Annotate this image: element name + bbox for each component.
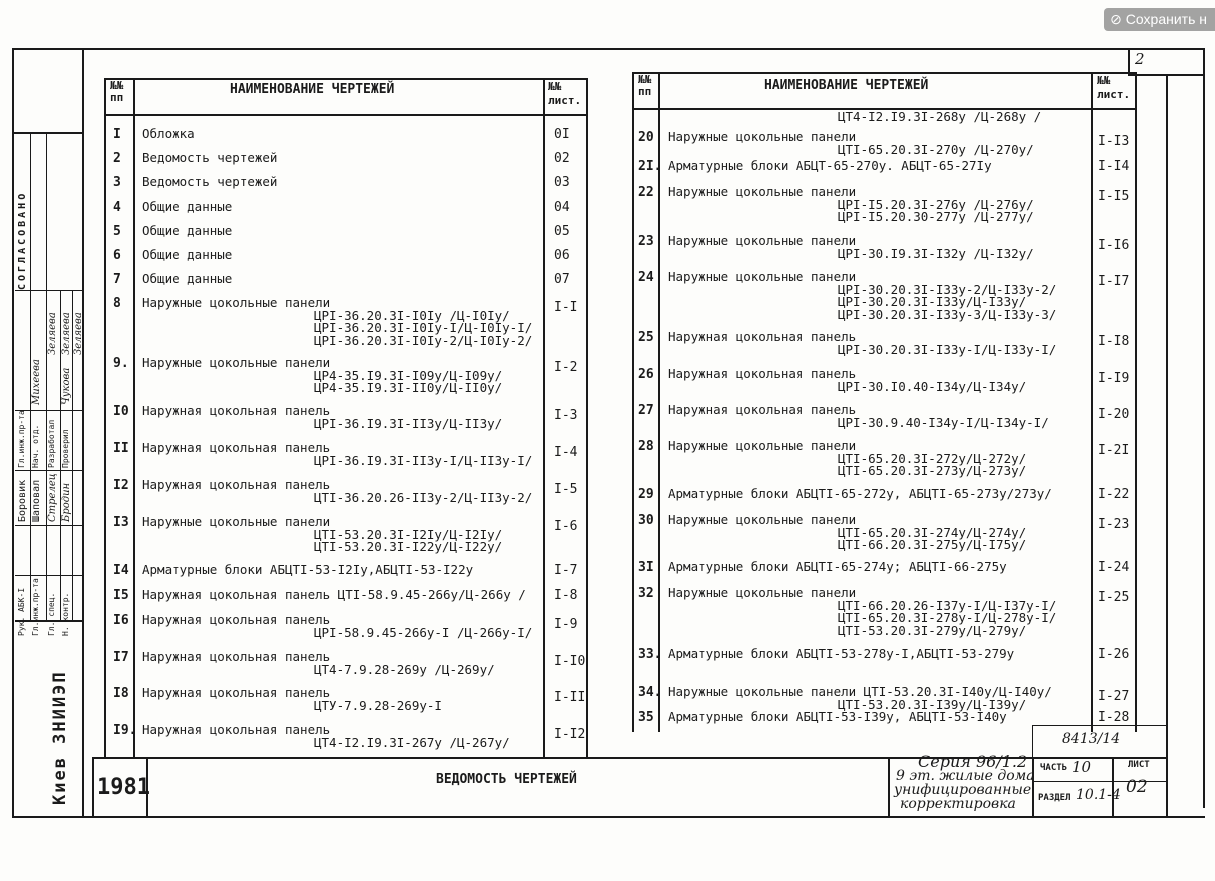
row-number: I3 xyxy=(113,515,129,530)
row-title: Наружные цокольные панели xyxy=(142,295,331,310)
row-sheet: I-23 xyxy=(1098,517,1130,532)
row-title: Наружная цокольная панель xyxy=(142,403,331,418)
lt-header-name: НАИМЕНОВАНИЕ ЧЕРТЕЖЕЙ xyxy=(230,82,395,97)
stamp-title-sep xyxy=(888,757,890,817)
row-title: Наружные цокольные панели xyxy=(668,129,857,144)
row-title: Ведомость чертежей xyxy=(142,150,278,165)
row-title: Наружные цокольные панели ЦТI-53.20.3I-I40у/Ц-I40у/ xyxy=(668,684,1052,699)
side-name: Боровик xyxy=(17,479,28,522)
rt-right xyxy=(1135,72,1137,732)
stamp-desc-3: корректировка xyxy=(900,796,1016,812)
side-name: Зеляева xyxy=(47,312,58,355)
row-number: 3 xyxy=(113,175,121,190)
lt-left xyxy=(104,78,106,758)
row-number: 30 xyxy=(638,513,654,528)
row-code: ЦТI-53.20.3I-I22у/Ц-I22у/ xyxy=(314,539,503,554)
rt-carry-line: ЦТ4-I2.I9.3I-268у /Ц-268у / xyxy=(838,109,1042,124)
row-title: Наружные цокольные панели xyxy=(142,514,331,529)
row-number: 24 xyxy=(638,270,654,285)
row-number: 2I. xyxy=(638,159,662,174)
row-code: ЦТI-65.20.3I-273у/Ц-273у/ xyxy=(838,463,1027,478)
side-divider xyxy=(13,132,83,134)
row-title: Наружная цокольная панель xyxy=(142,440,331,455)
side-role: Гл.инж.пр-та xyxy=(31,578,40,636)
rt-header-num: №№ пп xyxy=(638,73,652,98)
row-number: 6 xyxy=(113,248,121,263)
row-code: ЦРI-58.9.45-266у-I /Ц-266у-I/ xyxy=(314,624,533,640)
row-sheet: I-I4 xyxy=(1098,159,1130,174)
row-number: II xyxy=(113,441,129,456)
row-sheet: I-I3 xyxy=(1098,134,1130,149)
side-name: Михеева xyxy=(31,359,42,405)
row-number: 29 xyxy=(638,487,654,502)
row-number: 9. xyxy=(113,356,129,371)
row-sheet: I-8 xyxy=(554,588,578,603)
row-number: 22 xyxy=(638,185,654,200)
row-number: 7 xyxy=(113,272,121,287)
row-sheet: 07 xyxy=(554,272,570,287)
stamp-right xyxy=(1166,736,1168,818)
row-title: Наружная цокольная панель xyxy=(668,329,857,344)
row-code: ЦТI-36.20.26-II3у-2/Ц-II3у-2/ xyxy=(314,489,533,505)
row-title: Наружные цокольные панели xyxy=(668,585,857,600)
row-code: ЦРI-30.I9.3I-I32у /Ц-I32у/ xyxy=(838,245,1034,261)
stamp-desc-2: унифицированные xyxy=(894,782,1032,798)
docnum-top xyxy=(1032,725,1168,726)
row-code: ЦР4-35.I9.3I-I09у/Ц-I09у/ xyxy=(314,367,503,383)
lt-right xyxy=(586,78,588,758)
row-number: 20 xyxy=(638,130,654,145)
rt-header-sheet: №№ лист. xyxy=(1097,74,1131,101)
row-sheet: I-I9 xyxy=(1098,371,1130,386)
row-title: Наружная цокольная панель xyxy=(142,722,331,737)
row-code: ЦТI-66.20.3I-275у/Ц-I75у/ xyxy=(838,537,1027,552)
row-title: Арматурные блоки АБЦТ-65-270у. АБЦТ-65-27Iу xyxy=(668,158,992,173)
row-sheet: I-7 xyxy=(554,563,578,578)
row-number: I2 xyxy=(113,478,129,493)
lt-header-num: №№ пп xyxy=(110,79,124,104)
row-title: Наружные цокольные панели xyxy=(142,355,331,370)
row-title: Наружная цокольная панель xyxy=(142,649,331,664)
row-number: I8 xyxy=(113,686,129,701)
row-sheet: I-2I xyxy=(1098,443,1130,458)
row-number: 34. xyxy=(638,685,662,700)
row-title: Арматурные блоки АБЦТI-65-274у; АБЦТI-66-275у xyxy=(668,559,1007,574)
row-code: ЦТ4-7.9.28-269у /Ц-269у/ xyxy=(314,661,495,677)
row-sheet: I-2 xyxy=(554,360,578,375)
row-title: Наружная цокольная панель xyxy=(142,612,331,627)
doc-number: 8413/14 xyxy=(1062,731,1121,747)
row-sheet: I-6 xyxy=(554,519,578,534)
docnum-left xyxy=(1032,725,1033,757)
lt-header-sheet: №№ лист. xyxy=(548,80,582,107)
row-number: 33. xyxy=(638,647,662,662)
row-code: ЦРI-30.20.3I-I33у-2/Ц-I33у-2/ xyxy=(838,281,1057,297)
cloud-link-icon: ⊘ xyxy=(1110,11,1122,27)
frame-right xyxy=(1203,48,1205,808)
side-name: Зеляева xyxy=(61,312,72,355)
row-sheet: I-27 xyxy=(1098,689,1130,704)
row-title: Наружные цокольные панели xyxy=(668,269,857,284)
side-role: Нач. отд. xyxy=(31,424,40,468)
row-number: I6 xyxy=(113,613,129,628)
row-sheet: I-4 xyxy=(554,445,578,460)
side-role: Рук. АБК-I xyxy=(17,587,26,636)
side-row-line xyxy=(15,470,82,471)
rt-outer-right xyxy=(1166,76,1168,736)
row-number: 3I xyxy=(638,560,654,575)
row-code: ЦРI-36.20.3I-I0Iу /Ц-I0Iу/ xyxy=(314,307,510,323)
stamp-section-value: 10.1-4 xyxy=(1076,787,1121,803)
row-code: ЦРI-30.I0.40-I34у/Ц-I34у/ xyxy=(838,378,1027,394)
row-code: ЦТI-65.20.3I-272у/Ц-272у/ xyxy=(838,450,1027,466)
row-title: Общие данные xyxy=(142,247,233,262)
row-code: ЦТI-65.20.3I-274у/Ц-274у/ xyxy=(838,524,1027,540)
row-title: Общие данные xyxy=(142,223,233,238)
row-code: ЦРI-I5.20.3I-276у /Ц-276у/ xyxy=(838,196,1034,212)
row-title: Ведомость чертежей xyxy=(142,174,278,189)
side-role: Гл.инж.пр-та xyxy=(17,410,26,468)
row-sheet: I-24 xyxy=(1098,560,1130,575)
row-sheet: I-22 xyxy=(1098,487,1130,502)
row-sheet: I-26 xyxy=(1098,647,1130,662)
row-sheet: I-I0 xyxy=(554,654,586,669)
row-sheet: I-20 xyxy=(1098,407,1130,422)
frame-bottom xyxy=(12,816,1205,818)
row-number: 4 xyxy=(113,200,121,215)
row-title: Обложка xyxy=(142,126,195,141)
stamp-part-label: ЧАСТЬ xyxy=(1040,763,1068,773)
stamp-desc-1: 9 эт. жилые дома xyxy=(896,768,1035,784)
row-code: ЦТI-53.20.3I-I2Iу/Ц-I2Iу/ xyxy=(314,526,503,542)
row-sheet: I-3 xyxy=(554,408,578,423)
frame-left xyxy=(12,48,14,818)
stamp-left xyxy=(92,757,94,817)
row-sheet: I-5 xyxy=(554,482,578,497)
save-button[interactable]: ⊘ Сохранить н xyxy=(1104,8,1215,31)
row-code: ЦТУ-7.9.28-269у-I xyxy=(314,697,442,713)
row-number: 27 xyxy=(638,403,654,418)
side-role: Н. контр. xyxy=(61,592,70,636)
row-code: ЦТI-53.20.3I-I39у/Ц-I39у/ xyxy=(838,696,1027,712)
row-title: Наружная цокольная панель xyxy=(668,402,857,417)
row-number: 26 xyxy=(638,367,654,382)
row-code: ЦТI-65.20.3I-278у-I/Ц-278у-I/ xyxy=(838,610,1057,625)
row-title: Общие данные xyxy=(142,199,233,214)
side-name: Бродин xyxy=(61,482,72,522)
row-sheet: 02 xyxy=(554,151,570,166)
row-number: I xyxy=(113,127,121,142)
row-sheet: I-I8 xyxy=(1098,334,1130,349)
stamp-sheet-label: ЛИСТ xyxy=(1128,760,1150,770)
row-number: 23 xyxy=(638,234,654,249)
row-sheet: I-I xyxy=(554,300,578,315)
row-title: Наружная цокольная панель xyxy=(142,477,331,492)
side-role: Гл. спец. xyxy=(47,592,56,636)
row-sheet: 03 xyxy=(554,175,570,190)
side-name: Чукова xyxy=(61,367,72,405)
row-title: Наружная цокольная панель xyxy=(668,366,857,381)
side-row-line xyxy=(15,575,82,576)
row-number: I0 xyxy=(113,404,129,419)
stamp-part-value: 10 xyxy=(1072,758,1092,776)
row-sheet: I-28 xyxy=(1098,710,1130,725)
row-sheet: I-I7 xyxy=(1098,274,1130,289)
page-number: 2 xyxy=(1135,50,1145,68)
row-code: ЦРI-30.20.3I-I33у-3/Ц-I33у-3/ xyxy=(838,306,1057,322)
row-sheet: I-I6 xyxy=(1098,238,1130,253)
lt-col2 xyxy=(543,78,545,758)
row-title: Общие данные xyxy=(142,271,233,286)
side-name: Стрелец xyxy=(47,473,58,522)
rt-col2 xyxy=(1091,72,1093,732)
row-code: ЦТI-53.20.3I-279у/Ц-279у/ xyxy=(838,622,1027,638)
row-title: Наружные цокольные панели xyxy=(668,438,857,453)
row-code: ЦР4-35.I9.3I-II0у/Ц-II0у/ xyxy=(314,380,503,395)
side-row-line xyxy=(15,525,82,526)
row-sheet: I-II xyxy=(554,690,586,705)
row-sheet: I-I2 xyxy=(554,727,586,742)
row-title: Наружные цокольные панели xyxy=(668,233,857,248)
row-number: 8 xyxy=(113,296,121,311)
frame-top xyxy=(12,48,1205,50)
row-number: I4 xyxy=(113,563,129,578)
stamp-section-label: РАЗДЕЛ xyxy=(1038,793,1071,803)
row-title: Арматурные блоки АБЦТI-53-I39у, АБЦТI-53-I40у xyxy=(668,709,1007,724)
row-sheet: I-I5 xyxy=(1098,189,1130,204)
side-role: Проверил xyxy=(61,429,70,468)
row-code: ЦТI-65.20.3I-270у /Ц-270у/ xyxy=(838,141,1034,157)
row-number: 32 xyxy=(638,586,654,601)
row-title: Наружные цокольные панели xyxy=(668,184,857,199)
row-sheet: 0I xyxy=(554,127,570,142)
row-sheet: 04 xyxy=(554,200,570,215)
org-label: Киев ЗНИИЭП xyxy=(50,670,70,805)
side-col-line xyxy=(46,134,47,620)
row-number: I9. xyxy=(113,723,137,738)
row-code: ЦТ4-I2.I9.3I-267у /Ц-267у/ xyxy=(314,734,510,750)
row-number: 2 xyxy=(113,151,121,166)
stamp-series: Серия 96/1.2 xyxy=(918,752,1028,771)
row-sheet: 06 xyxy=(554,248,570,263)
row-number: 5 xyxy=(113,224,121,239)
stamp-sheet-value: 02 xyxy=(1126,777,1148,797)
rt-header-name: НАИМЕНОВАНИЕ ЧЕРТЕЖЕЙ xyxy=(764,78,929,93)
side-name: Зеляева xyxy=(73,312,84,355)
lt-top xyxy=(104,78,586,80)
side-name: Шаповал xyxy=(31,479,42,522)
stamp-title: ВЕДОМОСТЬ ЧЕРТЕЖЕЙ xyxy=(436,772,577,787)
row-number: I5 xyxy=(113,588,129,603)
row-sheet: I-9 xyxy=(554,617,578,632)
row-number: I7 xyxy=(113,650,129,665)
row-sheet: I-25 xyxy=(1098,590,1130,605)
stamp-year: 1981 xyxy=(97,775,150,800)
rt-left xyxy=(632,72,634,732)
row-code: ЦРI-I5.20.30-277у /Ц-277у/ xyxy=(838,209,1034,224)
stamp-desc-sep xyxy=(1032,757,1034,817)
lt-col1 xyxy=(133,78,135,758)
rt-top xyxy=(632,72,1137,74)
row-code: ЦРI-36.20.3I-I0Iу-I/Ц-I0Iу-I/ xyxy=(314,320,533,335)
row-title: Наружная цокольная панель ЦТI-58.9.45-266у/Ц-266у / xyxy=(142,587,526,602)
row-code: ЦРI-30.20.3I-I33у-I/Ц-I33у-I/ xyxy=(838,341,1057,357)
row-title: Арматурные блоки АБЦТI-53-278у-I,АБЦТI-53-279у xyxy=(668,646,1015,661)
row-code: ЦРI-36.20.3I-I0Iу-2/Ц-I0Iу-2/ xyxy=(314,332,533,348)
row-number: 35 xyxy=(638,710,654,725)
row-number: 25 xyxy=(638,330,654,345)
row-title: Наружная цокольная панель xyxy=(142,685,331,700)
row-code: ЦРI-30.9.40-I34у-I/Ц-I34у-I/ xyxy=(838,414,1049,430)
row-sheet: 05 xyxy=(554,224,570,239)
frame-inner-left xyxy=(82,48,84,818)
row-code: ЦРI-30.20.3I-I33у/Ц-I33у/ xyxy=(838,294,1027,309)
side-role: Разработал xyxy=(47,419,56,468)
lt-header-bottom xyxy=(104,114,586,116)
row-code: ЦРI-36.I9.3I-II3у-I/Ц-II3у-I/ xyxy=(314,452,533,468)
row-title: Арматурные блоки АБЦТI-53-I2Iу,АБЦТI-53-I22у xyxy=(142,562,474,577)
row-title: Арматурные блоки АБЦТI-65-272у, АБЦТI-65-273у/273у/ xyxy=(668,486,1052,501)
row-code: ЦТI-66.20.26-I37у-I/Ц-I37у-I/ xyxy=(838,597,1057,613)
agreed-label: СОГЛАСОВАНО xyxy=(17,190,28,290)
row-number: 28 xyxy=(638,439,654,454)
side-row-line xyxy=(15,290,82,291)
row-code: ЦРI-36.I9.3I-II3у/Ц-II3у/ xyxy=(314,415,503,431)
row-title: Наружные цокольные панели xyxy=(668,512,857,527)
